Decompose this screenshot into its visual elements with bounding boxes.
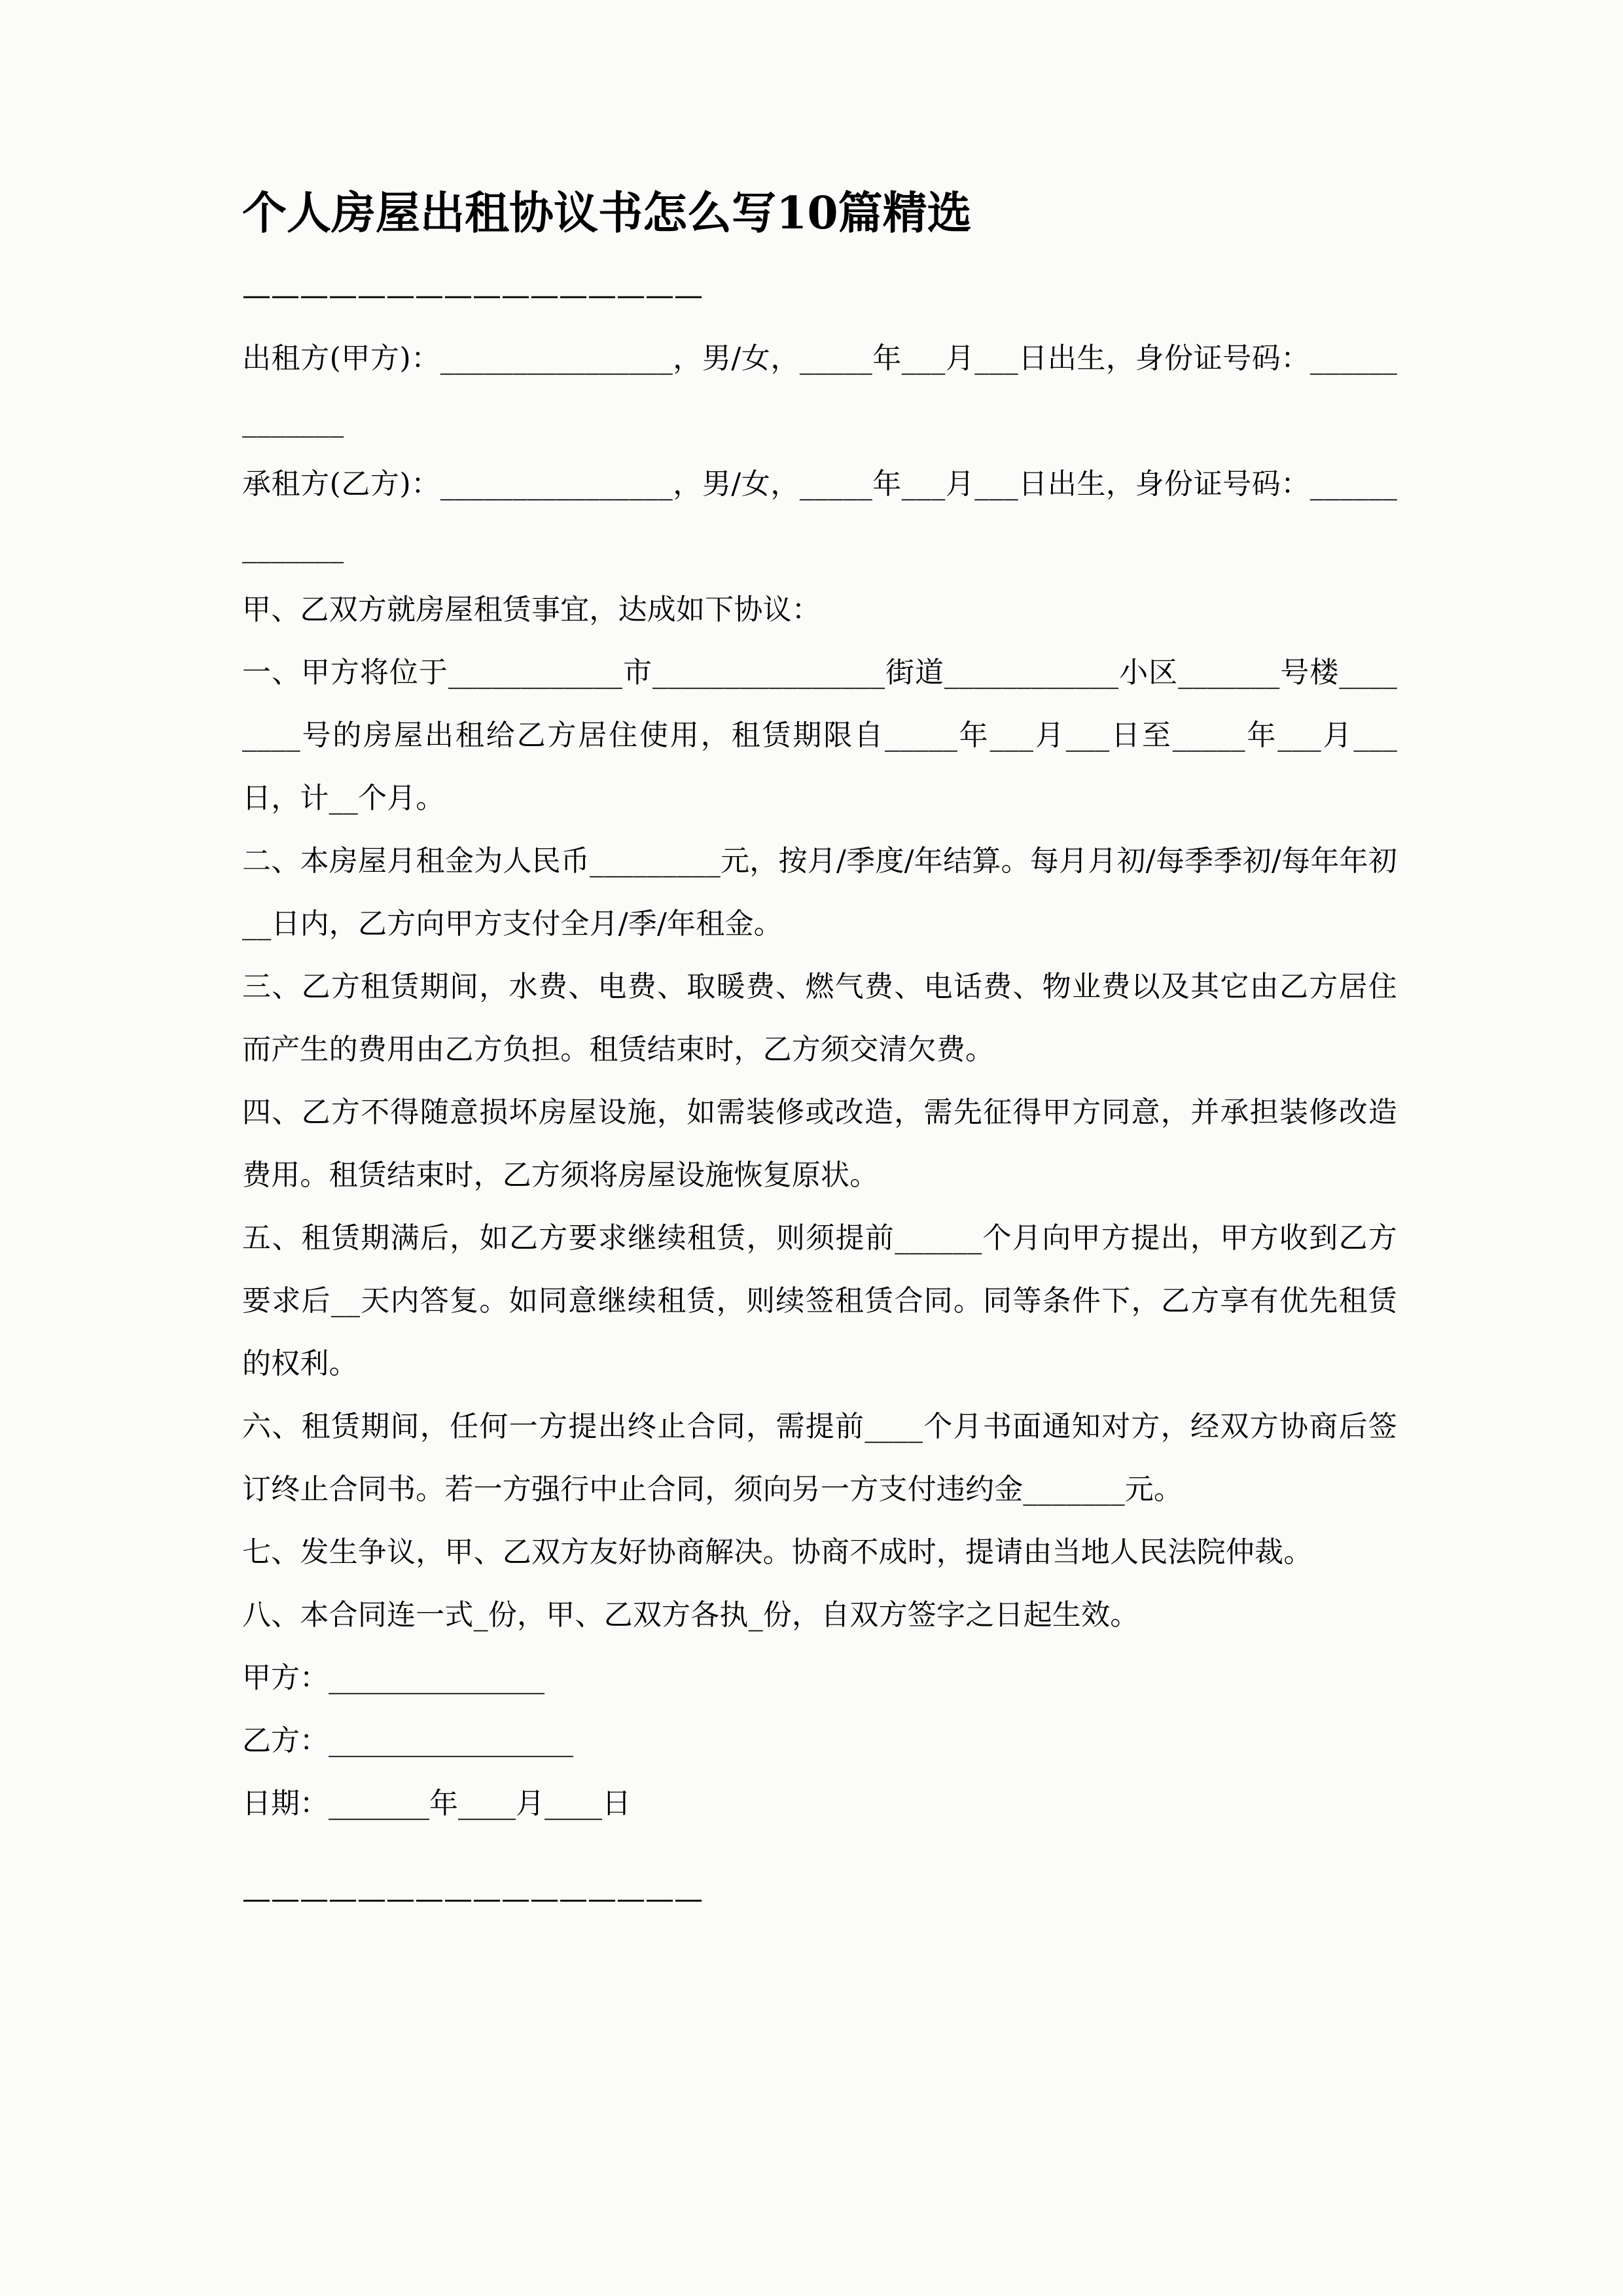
signature-party-b: 乙方：_________________: [242, 1724, 573, 1757]
paragraph-lessor-info: 出租方(甲方)：________________，男/女，_____年___月___日出生，身份证号码：_____________: [242, 342, 1397, 438]
clause-1-property: 一、甲方将位于____________市________________街道____________小区_______号楼________号的房屋出租给乙方居住使用，租赁期限自_____年___月___日至_____年___月___日，计__个月。: [242, 656, 1397, 815]
clause-6-termination: 六、租赁期间，任何一方提出终止合同，需提前____个月书面通知对方，经双方协商后签订终止合同书。若一方强行中止合同，须向另一方支付违约金_______元。: [242, 1410, 1397, 1506]
signature-party-a: 甲方：_______________: [242, 1661, 544, 1695]
signature-date: 日期：_______年____月____日: [242, 1787, 631, 1820]
clause-5-renewal: 五、租赁期满后，如乙方要求继续租赁，则须提前______个月向甲方提出，甲方收到乙方要求后__天内答复。如同意继续租赁，则续签租赁合同。同等条件下，乙方享有优先租赁的权利。: [242, 1221, 1397, 1380]
clause-7-disputes: 七、发生争议，甲、乙双方友好协商解决。协商不成时，提请由当地人民法院仲裁。: [242, 1535, 1313, 1569]
page-title: 个人房屋出租协议书怎么写10篇精选: [242, 187, 972, 240]
clause-3-utilities: 三、乙方租赁期间，水费、电费、取暖费、燃气费、电话费、物业费以及其它由乙方居住而产生的费用由乙方负担。租赁结束时，乙方须交清欠费。: [242, 970, 1397, 1066]
clause-4-facilities: 四、乙方不得随意损坏房屋设施，如需装修或改造，需先征得甲方同意，并承担装修改造费用。租赁结束时，乙方须将房屋设施恢复原状。: [242, 1096, 1397, 1192]
document-content: [242, 0, 1397, 1931]
paragraph-lessee-info: 承租方(乙方)：________________，男/女，_____年___月___日出生，身份证号码：_____________: [242, 467, 1397, 564]
separator-top: ————————————————: [242, 279, 703, 312]
paragraph-preamble: 甲、乙双方就房屋租赁事宜，达成如下协议：: [242, 593, 821, 626]
clause-8-copies: 八、本合同连一式_份，甲、乙双方各执_份，自双方签字之日起生效。: [242, 1598, 1139, 1632]
separator-bottom: ————————————————: [242, 1882, 703, 1916]
clause-2-rent: 二、本房屋月租金为人民币_________元，按月/季度/年结算。每月月初/每季季初/每年年初__日内，乙方向甲方支付全月/季/年租金。: [242, 844, 1397, 941]
